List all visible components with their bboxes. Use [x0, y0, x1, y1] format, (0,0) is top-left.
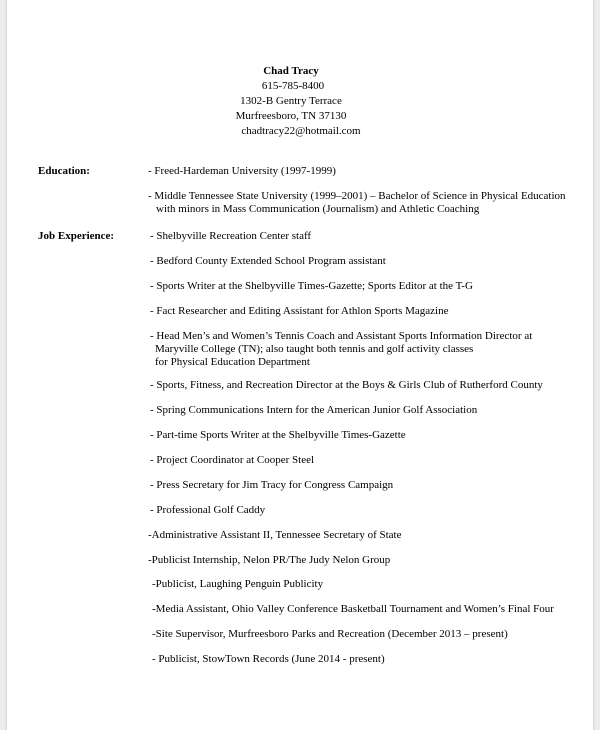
job-experience-item	[150, 230, 311, 243]
job-experience-item	[150, 280, 473, 293]
job-experience-item	[150, 330, 532, 369]
education-item	[148, 165, 336, 178]
job-experience-item-line: - Fact Researcher and Editing Assistant for Athlon Sports Magazine	[150, 305, 449, 317]
phone-number: 615-785-8400	[261, 80, 325, 92]
job-experience-item-line: -Administrative Assistant II, Tennessee Secretary of State	[148, 529, 402, 541]
job-experience-item-line: - Publicist, StowTown Records (June 2014 - present)	[152, 653, 385, 665]
job-experience-item	[152, 628, 508, 641]
job-experience-item	[152, 603, 554, 616]
job-experience-item	[150, 379, 543, 392]
job-experience-item-line: for Physical Education Department	[155, 356, 310, 368]
job-experience-item	[148, 554, 390, 567]
job-experience-item-line: - Shelbyville Recreation Center staff	[150, 230, 312, 242]
job-experience-item-line: - Press Secretary for Jim Tracy for Congress Campaign	[150, 479, 394, 491]
job-experience-label: Job Experience:	[38, 230, 115, 242]
job-experience-item	[150, 454, 314, 467]
job-experience-item-line: - Head Men’s and Women’s Tennis Coach and Assistant Sports Information Director at	[150, 330, 533, 342]
job-experience-item	[150, 479, 393, 492]
education-item-line: - Freed-Hardeman University (1997-1999)	[148, 165, 336, 177]
job-experience-item	[150, 429, 406, 442]
email-address: chadtracy22@hotmail.com	[241, 125, 361, 137]
job-experience-item-line: -Publicist Internship, Nelon PR/The Judy Nelon Group	[148, 554, 391, 566]
job-experience-item	[150, 255, 386, 268]
job-experience-item-line: - Bedford County Extended School Program assistant	[150, 255, 386, 267]
job-experience-item-line: -Site Supervisor, Murfreesboro Parks and Recreation (December 2013 – present)	[152, 628, 508, 640]
job-experience-item	[152, 578, 323, 591]
job-experience-item-line: -Media Assistant, Ohio Valley Conference Basketball Tournament and Women’s Final Four	[152, 603, 554, 615]
education-item-line: with minors in Mass Communication (Journalism) and Athletic Coaching	[156, 203, 480, 215]
job-experience-item-line: - Sports Writer at the Shelbyville Times-Gazette; Sports Editor at the T-G	[150, 280, 473, 292]
job-experience-item-line: - Sports, Fitness, and Recreation Director at the Boys & Girls Club of Rutherford County	[150, 379, 543, 391]
city-state-zip: Murfreesboro, TN 37130	[235, 110, 347, 122]
job-experience-item-line: - Professional Golf Caddy	[150, 504, 266, 516]
job-experience-item	[152, 653, 385, 666]
contact-header	[7, 64, 593, 139]
street-address: 1302-B Gentry Terrace	[240, 95, 342, 107]
job-experience-item	[148, 529, 402, 542]
job-experience-item-line: - Spring Communications Intern for the American Junior Golf Association	[150, 404, 478, 416]
job-experience-item-line: - Part-time Sports Writer at the Shelbyville Times-Gazette	[150, 429, 406, 441]
job-experience-item	[150, 404, 477, 417]
job-experience-item-line: Maryville College (TN); also taught both tennis and golf activity classes	[155, 343, 474, 355]
applicant-name: Chad Tracy	[263, 65, 319, 77]
job-experience-item-line: -Publicist, Laughing Penguin Publicity	[152, 578, 324, 590]
job-experience-item-line: - Project Coordinator at Cooper Steel	[150, 454, 315, 466]
job-experience-item	[150, 305, 448, 318]
education-item-line: - Middle Tennessee State University (1999–2001) – Bachelor of Science in Physical Education	[148, 190, 566, 202]
resume-page	[7, 0, 593, 730]
education-label: Education:	[38, 165, 90, 177]
job-experience-item	[150, 504, 265, 517]
education-item	[148, 190, 566, 216]
